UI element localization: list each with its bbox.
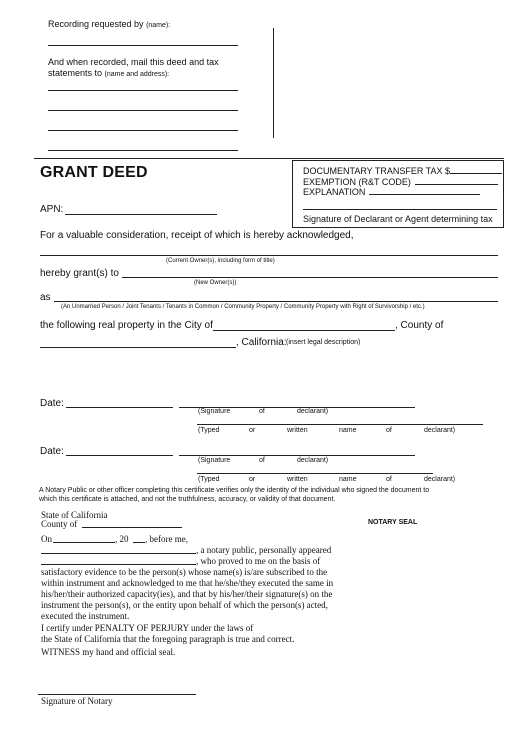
tax-line2-text: EXEMPTION (R&T CODE) [303, 177, 411, 187]
notary-public-name-line[interactable] [41, 553, 196, 554]
notary-on-label: On [41, 534, 52, 544]
recording-requested-small: (name): [146, 22, 171, 29]
mail-to-line-d[interactable] [48, 150, 238, 151]
tax-box [292, 160, 504, 228]
tax-line3 [303, 186, 480, 197]
mail-to-line-b[interactable] [48, 110, 238, 111]
notary-county-line[interactable] [82, 527, 182, 528]
typed-caption-1f: declarant) [424, 427, 456, 434]
apn-label: APN: [40, 204, 64, 215]
typed-caption-1b: or [249, 427, 256, 434]
sig-caption-2c: declarant) [297, 457, 329, 464]
typed-caption-2c: written [287, 476, 308, 483]
apn-line[interactable] [65, 214, 217, 215]
requested-by-line[interactable] [48, 45, 238, 46]
typed-name-line-2[interactable] [197, 473, 433, 474]
notary-notice-line1: A Notary Public or other officer completing this certificate verifies only the identity of the individual who signed the document to [39, 487, 430, 494]
recording-requested-text: Recording requested by [48, 19, 147, 29]
perjury-line-1: I certify under PENALTY OF PERJURY under the laws of [41, 623, 254, 633]
typed-caption-2b: or [249, 476, 256, 483]
notary-signature-line[interactable] [38, 694, 196, 695]
new-owner-line[interactable] [122, 277, 498, 278]
mail-to-text: statements to [48, 68, 105, 78]
mail-to-small: (name and address): [104, 71, 170, 78]
notary-seal-label: NOTARY SEAL [368, 519, 418, 526]
vesting-caption: (An Unmarried Person / Joint Tenants / Tenants in Common / Community Property / Community Property with Right of Survivorship / etc.) [61, 304, 425, 310]
appeared-name-line[interactable] [41, 564, 196, 565]
consideration-text: For a valuable consideration, receipt of which is hereby acknowledged, [40, 230, 354, 241]
notary-county-label: County of [41, 519, 78, 529]
explanation-blank[interactable] [369, 186, 480, 195]
recording-separator [34, 158, 504, 159]
tax-amount-blank[interactable] [450, 165, 502, 174]
property-text: the following real property in the City of [40, 320, 213, 331]
tax-line1 [303, 165, 502, 176]
sig-caption-2a: (Signature [198, 457, 231, 464]
notary-public-text: , a notary public, personally appeared [196, 545, 332, 555]
recording-divider [273, 28, 274, 138]
typed-caption-2d: name [339, 476, 357, 483]
exemption-blank[interactable] [415, 176, 498, 185]
page-title: GRANT DEED [40, 164, 148, 181]
notary-before-me: , before me, [145, 534, 188, 544]
county-of-text: , County of [395, 320, 444, 331]
vesting-line[interactable] [54, 301, 498, 302]
california-text: , California: [236, 337, 287, 348]
notary-body-line-3: his/her/their authorized capacity(ies), and that by his/her/their signature(s) on the [41, 589, 333, 599]
date-line-1[interactable] [66, 407, 173, 408]
insert-legal-caption: (insert legal description) [286, 339, 361, 346]
notary-body-line-4: instrument the person(s), or the entity upon behalf of which the person(s) acted, [41, 600, 328, 610]
date-label-2: Date: [40, 446, 64, 457]
tax-line1-text: DOCUMENTARY TRANSFER TAX $ [303, 166, 451, 176]
typed-caption-2a: (Typed [198, 476, 220, 483]
date-line-2[interactable] [66, 455, 173, 456]
typed-caption-1a: (Typed [198, 427, 220, 434]
sig-caption-2b: of [259, 457, 265, 464]
new-owner-caption: (New Owner(s)) [194, 280, 237, 286]
notary-body-line-1: satisfactory evidence to be the person(s) whose name(s) is/are subscribed to the [41, 567, 328, 577]
typed-caption-2f: declarant) [424, 476, 456, 483]
tax-line3-text: EXPLANATION [303, 187, 366, 197]
witness-text: WITNESS my hand and official seal. [41, 647, 176, 657]
notary-body-line-2: within instrument and acknowledged to me that he/she/they executed the same in [41, 578, 334, 588]
current-owner-caption: (Current Owner(s), including form of title) [166, 258, 275, 264]
typed-caption-2e: of [386, 476, 392, 483]
city-line[interactable] [213, 330, 395, 331]
mail-to-line-a[interactable] [48, 90, 238, 91]
explanation-extra-line[interactable] [303, 209, 497, 210]
notary-year-line[interactable] [133, 542, 145, 543]
sig-caption-1a: (Signature [198, 408, 231, 415]
typed-caption-1d: name [339, 427, 357, 434]
notary-state: State of California [41, 510, 108, 520]
as-label: as [40, 292, 51, 303]
tax-signature-label: Signature of Declarant or Agent determining tax [303, 214, 493, 224]
typed-name-line-1[interactable] [197, 424, 483, 425]
notary-day-line[interactable] [53, 542, 115, 543]
sig-caption-1c: declarant) [297, 408, 329, 415]
mail-to-line-c[interactable] [48, 130, 238, 131]
notary-notice-line2: which this certificate is attached, and not the truthfulness, accuracy, or validity of that document. [39, 496, 336, 503]
notary-body-line-5: executed the instrument. [41, 611, 130, 621]
who-proved-text: , who proved to me on the basis of [196, 556, 321, 566]
signature-line-2[interactable] [179, 455, 415, 456]
notary-year-text: , 20 [115, 534, 129, 544]
current-owner-line[interactable] [40, 255, 498, 256]
hereby-grants-text: hereby grant(s) to [40, 268, 119, 279]
date-label-1: Date: [40, 398, 64, 409]
county-line[interactable] [40, 347, 236, 348]
recording-requested-label [48, 19, 170, 29]
typed-caption-1e: of [386, 427, 392, 434]
mail-to-line2 [48, 68, 169, 78]
typed-caption-1c: written [287, 427, 308, 434]
mail-to-line1: And when recorded, mail this deed and tax [48, 57, 219, 67]
notary-signature-label: Signature of Notary [41, 696, 113, 706]
sig-caption-1b: of [259, 408, 265, 415]
perjury-line-2: the State of California that the foregoing paragraph is true and correct. [41, 634, 295, 644]
